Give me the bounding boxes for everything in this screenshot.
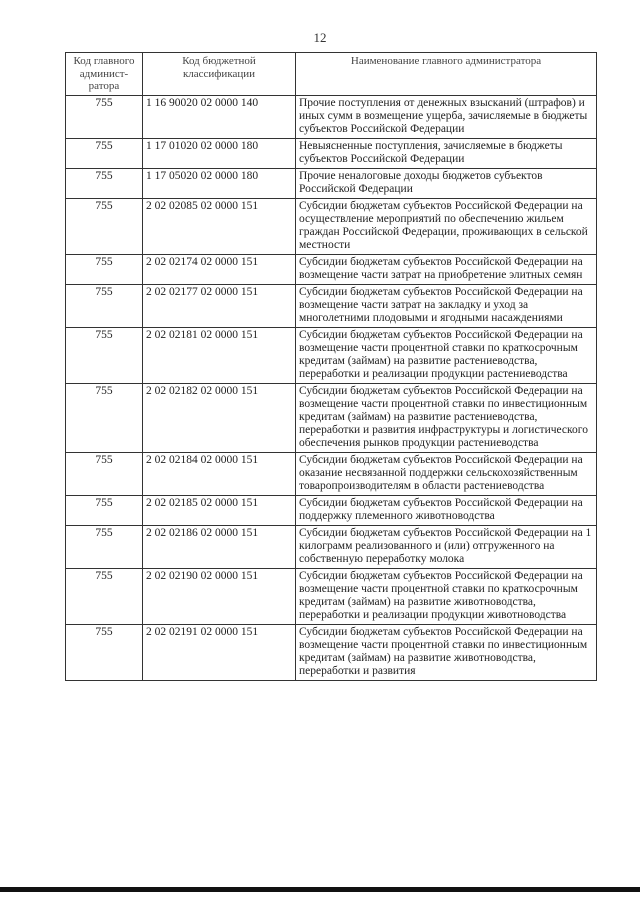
table-row bbox=[66, 327, 597, 383]
kbk-cell: 2 02 02191 02 0000 151 bbox=[143, 624, 296, 680]
table-row bbox=[66, 383, 597, 452]
table-row bbox=[66, 568, 597, 624]
admin-code-cell: 755 bbox=[66, 383, 143, 452]
table-row bbox=[66, 284, 597, 327]
kbk-cell: 2 02 02181 02 0000 151 bbox=[143, 327, 296, 383]
kbk-cell: 1 17 01020 02 0000 180 bbox=[143, 138, 296, 168]
admin-code-cell: 755 bbox=[66, 138, 143, 168]
table-row bbox=[66, 138, 597, 168]
kbk-cell: 2 02 02174 02 0000 151 bbox=[143, 254, 296, 284]
table-header-row bbox=[66, 53, 597, 96]
admin-code-cell: 755 bbox=[66, 452, 143, 495]
table-row bbox=[66, 168, 597, 198]
administrator-name-cell: Невыясненные поступления, зачисляемые в бюджеты субъектов Российской Федерации bbox=[296, 138, 597, 168]
header-kbk: Код бюджетной классификации bbox=[143, 53, 296, 96]
table-row bbox=[66, 452, 597, 495]
kbk-cell: 2 02 02190 02 0000 151 bbox=[143, 568, 296, 624]
admin-code-cell: 755 bbox=[66, 198, 143, 254]
kbk-cell: 2 02 02085 02 0000 151 bbox=[143, 198, 296, 254]
admin-code-cell: 755 bbox=[66, 254, 143, 284]
table-row bbox=[66, 525, 597, 568]
kbk-cell: 2 02 02177 02 0000 151 bbox=[143, 284, 296, 327]
table-row bbox=[66, 95, 597, 138]
administrator-name-cell: Субсидии бюджетам субъектов Российской Федерации на возмещение части процентной ставки по краткосрочным кредитам (займам) на развитие животноводства, переработки и реализации продукции животноводства bbox=[296, 568, 597, 624]
admin-code-cell: 755 bbox=[66, 495, 143, 525]
kbk-cell: 2 02 02182 02 0000 151 bbox=[143, 383, 296, 452]
administrator-name-cell: Субсидии бюджетам субъектов Российской Федерации на осуществление мероприятий по обеспечению жильем граждан Российской Федерации, проживающих в сельской местности bbox=[296, 198, 597, 254]
administrator-name-cell: Субсидии бюджетам субъектов Российской Федерации на возмещение части затрат на приобретение элитных семян bbox=[296, 254, 597, 284]
kbk-cell: 2 02 02186 02 0000 151 bbox=[143, 525, 296, 568]
administrator-name-cell: Субсидии бюджетам субъектов Российской Федерации на 1 килограмм реализованного и (или) отгруженного на собственную переработку молока bbox=[296, 525, 597, 568]
administrator-name-cell: Субсидии бюджетам субъектов Российской Федерации на возмещение части процентной ставки по инвестиционным кредитам (займам) на развитие растениеводства, переработки и развития инфраструктуры и логистического обеспечения рынков продукции растениеводства bbox=[296, 383, 597, 452]
table-row bbox=[66, 495, 597, 525]
kbk-cell: 2 02 02184 02 0000 151 bbox=[143, 452, 296, 495]
header-name: Наименование главного администратора bbox=[296, 53, 597, 96]
administrator-name-cell: Прочие неналоговые доходы бюджетов субъектов Российской Федерации bbox=[296, 168, 597, 198]
administrator-name-cell: Прочие поступления от денежных взысканий (штрафов) и иных сумм в возмещение ущерба, зачисляемые в бюджеты субъектов Российской Федерации bbox=[296, 95, 597, 138]
admin-code-cell: 755 bbox=[66, 327, 143, 383]
budget-classification-table bbox=[65, 52, 597, 681]
header-admin-code: Код главного админист- ратора bbox=[66, 53, 143, 96]
admin-code-cell: 755 bbox=[66, 95, 143, 138]
administrator-name-cell: Субсидии бюджетам субъектов Российской Федерации на оказание несвязанной поддержки сельскохозяйственным товаропроизводителям в области растениеводства bbox=[296, 452, 597, 495]
page-number: 12 bbox=[313, 30, 327, 45]
administrator-name-cell: Субсидии бюджетам субъектов Российской Федерации на поддержку племенного животноводства bbox=[296, 495, 597, 525]
admin-code-cell: 755 bbox=[66, 624, 143, 680]
admin-code-cell: 755 bbox=[66, 568, 143, 624]
admin-code-cell: 755 bbox=[66, 525, 143, 568]
administrator-name-cell: Субсидии бюджетам субъектов Российской Федерации на возмещение части процентной ставки по краткосрочным кредитам (займам) на развитие растениеводства, переработки и реализации продукции растениеводства bbox=[296, 327, 597, 383]
admin-code-cell: 755 bbox=[66, 284, 143, 327]
table-row bbox=[66, 624, 597, 680]
administrator-name-cell: Субсидии бюджетам субъектов Российской Федерации на возмещение части процентной ставки по инвестиционным кредитам (займам) на развитие животноводства, переработки и развития bbox=[296, 624, 597, 680]
admin-code-cell: 755 bbox=[66, 168, 143, 198]
table-row bbox=[66, 198, 597, 254]
administrator-name-cell: Субсидии бюджетам субъектов Российской Федерации на возмещение части затрат на закладку и уход за многолетними плодовыми и ягодными насаждениями bbox=[296, 284, 597, 327]
kbk-cell: 1 17 05020 02 0000 180 bbox=[143, 168, 296, 198]
kbk-cell: 2 02 02185 02 0000 151 bbox=[143, 495, 296, 525]
table-row bbox=[66, 254, 597, 284]
bottom-rule bbox=[0, 887, 640, 892]
kbk-cell: 1 16 90020 02 0000 140 bbox=[143, 95, 296, 138]
